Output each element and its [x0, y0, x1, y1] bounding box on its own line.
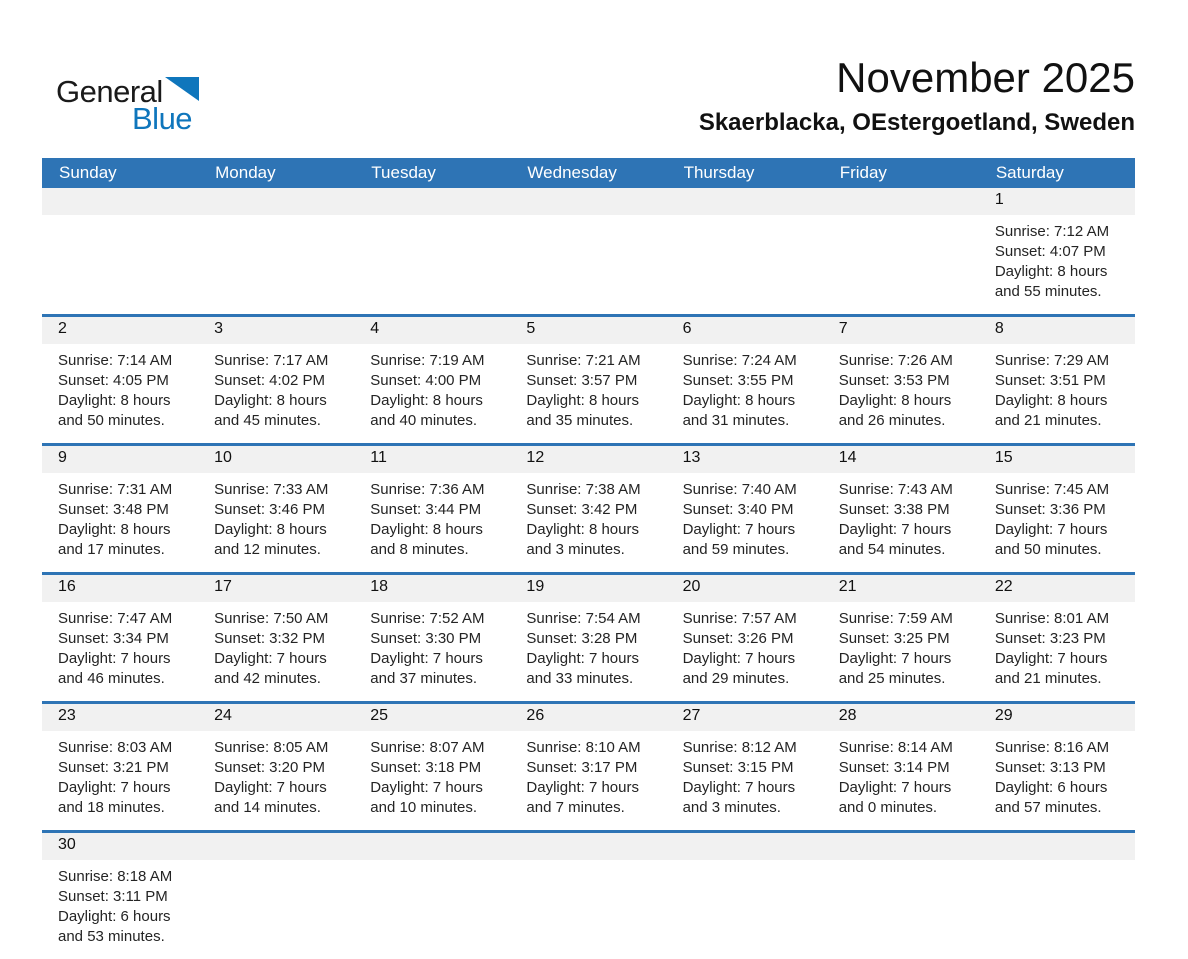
day-detail-line: and 45 minutes.	[214, 412, 321, 429]
day-detail-line: Sunrise: 7:36 AM	[370, 481, 485, 498]
day-detail-line: Sunset: 3:20 PM	[214, 759, 326, 776]
weekday-header: Friday	[839, 163, 887, 182]
day-detail-line: and 50 minutes.	[994, 541, 1102, 558]
day-details	[823, 344, 979, 443]
weekday-header: Tuesday	[371, 163, 436, 182]
header-titles	[699, 56, 1135, 137]
day-detail-line: Daylight: 8 hours	[370, 392, 483, 409]
day-detail-line: and 40 minutes.	[370, 412, 478, 429]
day-cell	[198, 317, 354, 443]
day-cell	[42, 575, 198, 701]
empty-day-cell	[354, 833, 510, 959]
day-number: 28	[823, 704, 979, 731]
day-detail-line: Daylight: 8 hours	[682, 392, 796, 409]
day-detail-line: Sunrise: 7:57 AM	[682, 610, 797, 627]
day-cell	[823, 704, 979, 830]
day-detail-line: Daylight: 7 hours	[214, 650, 327, 667]
day-detail-line: Sunset: 3:32 PM	[214, 630, 326, 647]
day-detail-line: Sunrise: 8:01 AM	[994, 610, 1110, 627]
day-number: 12	[510, 446, 666, 473]
day-detail-line: Daylight: 7 hours	[838, 650, 952, 667]
empty-day-cell	[510, 188, 666, 314]
day-number: 2	[42, 317, 198, 344]
day-number	[510, 188, 666, 215]
day-detail-line: Sunrise: 8:07 AM	[370, 739, 485, 756]
day-cell	[979, 188, 1135, 314]
day-details	[667, 215, 823, 298]
day-number: 3	[198, 317, 354, 344]
day-number: 15	[979, 446, 1135, 473]
day-details	[42, 602, 198, 701]
day-details	[667, 731, 823, 830]
day-number	[667, 188, 823, 215]
day-number	[667, 833, 823, 860]
day-detail-line: and 7 minutes.	[526, 799, 625, 816]
day-detail-line: and 3 minutes.	[682, 799, 781, 816]
day-detail-line: and 14 minutes.	[214, 799, 321, 816]
day-detail-line: Sunrise: 7:33 AM	[214, 481, 329, 498]
empty-day-cell	[354, 188, 510, 314]
day-detail-line: Sunrise: 7:17 AM	[214, 352, 329, 369]
day-detail-line: Daylight: 8 hours	[214, 521, 327, 538]
day-cell	[198, 446, 354, 572]
day-number	[823, 188, 979, 215]
day-detail-line: Sunset: 3:13 PM	[994, 759, 1106, 776]
day-details	[510, 215, 666, 298]
weekday-header: Wednesday	[527, 163, 617, 182]
day-number: 29	[979, 704, 1135, 731]
day-cell	[823, 446, 979, 572]
day-cell	[354, 446, 510, 572]
day-detail-line: Sunset: 3:38 PM	[838, 501, 950, 518]
day-detail-line: and 0 minutes.	[838, 799, 938, 816]
day-detail-line: and 29 minutes.	[682, 670, 790, 687]
day-number: 26	[510, 704, 666, 731]
day-number: 20	[667, 575, 823, 602]
day-cell	[510, 704, 666, 830]
day-detail-line: Sunset: 4:02 PM	[214, 372, 326, 389]
day-detail-line: Sunrise: 7:21 AM	[526, 352, 641, 369]
day-number: 8	[979, 317, 1135, 344]
day-number: 17	[198, 575, 354, 602]
weekday-header: Saturday	[995, 163, 1064, 182]
day-detail-line: and 21 minutes.	[994, 670, 1102, 687]
day-detail-line: Sunrise: 7:54 AM	[526, 610, 641, 627]
day-details	[823, 602, 979, 701]
day-detail-line: Sunrise: 7:43 AM	[838, 481, 953, 498]
day-number	[510, 833, 666, 860]
week-row	[42, 830, 1135, 959]
day-detail-line: and 8 minutes.	[370, 541, 469, 558]
day-detail-line: Daylight: 7 hours	[214, 779, 327, 796]
day-detail-line: Sunset: 3:11 PM	[58, 888, 168, 905]
day-detail-line: Sunset: 3:40 PM	[682, 501, 794, 518]
day-detail-line: Daylight: 7 hours	[370, 650, 483, 667]
day-cell	[667, 446, 823, 572]
day-details	[42, 215, 198, 298]
day-detail-line: Daylight: 7 hours	[370, 779, 483, 796]
day-number: 13	[667, 446, 823, 473]
day-detail-line: and 17 minutes.	[58, 541, 165, 558]
day-details	[354, 860, 510, 943]
day-details	[354, 602, 510, 701]
calendar-table	[42, 158, 1135, 959]
day-detail-line: Sunset: 3:17 PM	[526, 759, 638, 776]
general-blue-logo	[56, 74, 199, 137]
day-details	[198, 602, 354, 701]
day-detail-line: Sunrise: 7:52 AM	[370, 610, 485, 627]
day-cell	[198, 575, 354, 701]
day-details	[823, 860, 979, 943]
day-detail-line: and 37 minutes.	[370, 670, 478, 687]
day-cell	[510, 446, 666, 572]
day-detail-line: Sunrise: 7:29 AM	[994, 352, 1110, 369]
day-details	[354, 344, 510, 443]
day-detail-line: Sunset: 3:34 PM	[58, 630, 169, 647]
day-details	[979, 473, 1135, 572]
weekday-header: Thursday	[683, 163, 755, 182]
day-cell	[354, 317, 510, 443]
day-detail-line: Sunset: 3:53 PM	[838, 372, 950, 389]
empty-day-cell	[198, 833, 354, 959]
day-detail-line: and 18 minutes.	[58, 799, 165, 816]
day-detail-line: and 33 minutes.	[526, 670, 634, 687]
day-detail-line: Daylight: 6 hours	[994, 779, 1108, 796]
day-detail-line: Sunrise: 8:12 AM	[682, 739, 797, 756]
day-detail-line: Daylight: 8 hours	[526, 392, 639, 409]
day-detail-line: Sunrise: 7:19 AM	[370, 352, 485, 369]
day-number: 25	[354, 704, 510, 731]
day-details	[198, 344, 354, 443]
day-detail-line: Sunset: 3:26 PM	[682, 630, 794, 647]
day-detail-line: Daylight: 8 hours	[370, 521, 483, 538]
day-detail-line: Daylight: 8 hours	[994, 263, 1108, 280]
day-details	[823, 473, 979, 572]
day-detail-line: and 55 minutes.	[994, 283, 1102, 300]
week-row	[42, 572, 1135, 701]
weekday-header: Monday	[215, 163, 276, 182]
day-detail-line: Daylight: 8 hours	[994, 392, 1108, 409]
day-details	[510, 473, 666, 572]
day-detail-line: Sunset: 3:15 PM	[682, 759, 794, 776]
day-number: 22	[979, 575, 1135, 602]
day-detail-line: Daylight: 7 hours	[526, 779, 639, 796]
day-detail-line: and 31 minutes.	[682, 412, 790, 429]
day-details	[667, 860, 823, 943]
day-number	[823, 833, 979, 860]
day-cell	[198, 704, 354, 830]
day-detail-line: Daylight: 7 hours	[526, 650, 639, 667]
day-details	[667, 602, 823, 701]
day-detail-line: Sunrise: 8:03 AM	[58, 739, 173, 756]
day-number: 5	[510, 317, 666, 344]
day-detail-line: and 50 minutes.	[58, 412, 165, 429]
day-detail-line: Sunrise: 7:12 AM	[994, 223, 1110, 240]
day-details	[354, 473, 510, 572]
day-cell	[823, 317, 979, 443]
day-details	[510, 731, 666, 830]
day-detail-line: Daylight: 8 hours	[214, 392, 327, 409]
day-details	[979, 344, 1135, 443]
weekday-header-row	[42, 158, 1135, 188]
day-detail-line: Sunset: 3:18 PM	[370, 759, 482, 776]
day-detail-line: Daylight: 7 hours	[994, 521, 1108, 538]
day-details	[979, 602, 1135, 701]
day-details	[354, 215, 510, 298]
day-detail-line: Sunrise: 7:31 AM	[58, 481, 173, 498]
day-number: 9	[42, 446, 198, 473]
empty-day-cell	[667, 188, 823, 314]
day-number: 14	[823, 446, 979, 473]
day-detail-line: Sunrise: 7:50 AM	[214, 610, 329, 627]
day-details	[823, 215, 979, 298]
day-details	[198, 473, 354, 572]
day-detail-line: Sunrise: 7:40 AM	[682, 481, 797, 498]
day-detail-line: Daylight: 7 hours	[838, 779, 952, 796]
day-details	[510, 860, 666, 943]
day-detail-line: and 57 minutes.	[994, 799, 1102, 816]
empty-day-cell	[198, 188, 354, 314]
day-number	[198, 188, 354, 215]
day-detail-line: Sunset: 3:55 PM	[682, 372, 794, 389]
day-detail-line: Sunset: 4:05 PM	[58, 372, 169, 389]
day-number: 1	[979, 188, 1135, 215]
day-number: 4	[354, 317, 510, 344]
day-detail-line: and 21 minutes.	[994, 412, 1102, 429]
day-number	[979, 833, 1135, 860]
day-detail-line: Daylight: 7 hours	[682, 521, 796, 538]
day-detail-line: Sunset: 3:28 PM	[526, 630, 638, 647]
day-details	[42, 344, 198, 443]
day-detail-line: and 53 minutes.	[58, 928, 165, 945]
empty-day-cell	[667, 833, 823, 959]
empty-day-cell	[979, 833, 1135, 959]
day-number: 27	[667, 704, 823, 731]
day-details	[979, 731, 1135, 830]
day-cell	[979, 575, 1135, 701]
logo-text-general: General	[56, 74, 163, 109]
day-cell	[979, 704, 1135, 830]
day-number: 7	[823, 317, 979, 344]
day-detail-line: and 59 minutes.	[682, 541, 790, 558]
day-detail-line: and 25 minutes.	[838, 670, 946, 687]
day-detail-line: Sunset: 3:42 PM	[526, 501, 638, 518]
day-detail-line: and 26 minutes.	[838, 412, 946, 429]
week-row	[42, 314, 1135, 443]
day-detail-line: and 35 minutes.	[526, 412, 634, 429]
day-detail-line: Sunrise: 7:38 AM	[526, 481, 641, 498]
week-row	[42, 701, 1135, 830]
day-number: 11	[354, 446, 510, 473]
day-details	[979, 215, 1135, 314]
week-row	[42, 188, 1135, 314]
day-detail-line: Daylight: 7 hours	[994, 650, 1108, 667]
day-detail-line: Daylight: 8 hours	[838, 392, 952, 409]
day-detail-line: Sunrise: 8:05 AM	[214, 739, 329, 756]
day-number: 19	[510, 575, 666, 602]
logo-triangle-icon	[165, 77, 199, 101]
day-detail-line: Sunrise: 7:47 AM	[58, 610, 173, 627]
week-row	[42, 443, 1135, 572]
day-detail-line: Daylight: 7 hours	[838, 521, 952, 538]
day-number: 16	[42, 575, 198, 602]
day-cell	[354, 575, 510, 701]
day-detail-line: and 12 minutes.	[214, 541, 321, 558]
day-detail-line: Sunset: 3:30 PM	[370, 630, 482, 647]
day-detail-line: Daylight: 8 hours	[58, 392, 171, 409]
day-detail-line: Sunset: 4:00 PM	[370, 372, 482, 389]
day-cell	[667, 704, 823, 830]
day-detail-line: Sunset: 3:57 PM	[526, 372, 638, 389]
day-number: 10	[198, 446, 354, 473]
day-detail-line: Daylight: 7 hours	[58, 779, 171, 796]
day-cell	[510, 317, 666, 443]
day-detail-line: Sunrise: 8:14 AM	[838, 739, 953, 756]
day-details	[42, 731, 198, 830]
day-number: 6	[667, 317, 823, 344]
day-detail-line: Daylight: 8 hours	[58, 521, 171, 538]
day-detail-line: Sunrise: 8:16 AM	[994, 739, 1110, 756]
day-details	[354, 731, 510, 830]
day-detail-line: Sunset: 3:25 PM	[838, 630, 950, 647]
day-number	[42, 188, 198, 215]
day-details	[42, 860, 198, 959]
empty-day-cell	[510, 833, 666, 959]
day-detail-line: Sunset: 3:48 PM	[58, 501, 169, 518]
day-detail-line: Sunrise: 8:10 AM	[526, 739, 641, 756]
day-detail-line: Sunset: 3:21 PM	[58, 759, 169, 776]
day-details	[42, 473, 198, 572]
day-number	[354, 833, 510, 860]
day-detail-line: Sunset: 3:36 PM	[994, 501, 1106, 518]
day-detail-line: and 10 minutes.	[370, 799, 478, 816]
day-details	[667, 473, 823, 572]
empty-day-cell	[42, 188, 198, 314]
day-number: 23	[42, 704, 198, 731]
day-detail-line: Daylight: 8 hours	[526, 521, 639, 538]
day-cell	[42, 704, 198, 830]
day-cell	[979, 446, 1135, 572]
day-cell	[667, 575, 823, 701]
day-number: 30	[42, 833, 198, 860]
day-detail-line: Sunset: 3:46 PM	[214, 501, 326, 518]
page-subtitle: Skaerblacka, OEstergoetland, Sweden	[698, 109, 1135, 137]
day-detail-line: Sunset: 3:14 PM	[838, 759, 950, 776]
day-cell	[667, 317, 823, 443]
logo-text-blue: Blue	[132, 101, 193, 136]
empty-day-cell	[823, 833, 979, 959]
empty-day-cell	[823, 188, 979, 314]
day-details	[198, 731, 354, 830]
day-detail-line: Sunset: 3:44 PM	[370, 501, 482, 518]
day-detail-line: Daylight: 7 hours	[682, 779, 796, 796]
day-detail-line: and 54 minutes.	[838, 541, 946, 558]
day-detail-line: and 46 minutes.	[58, 670, 165, 687]
day-details	[979, 860, 1135, 943]
day-detail-line: Sunrise: 7:45 AM	[994, 481, 1110, 498]
day-detail-line: Sunrise: 7:24 AM	[682, 352, 797, 369]
day-detail-line: Daylight: 7 hours	[58, 650, 171, 667]
day-detail-line: and 42 minutes.	[214, 670, 321, 687]
day-cell	[42, 446, 198, 572]
calendar-weeks	[42, 188, 1135, 959]
day-detail-line: and 3 minutes.	[526, 541, 625, 558]
day-detail-line: Daylight: 6 hours	[58, 908, 171, 925]
day-detail-line: Sunrise: 7:59 AM	[838, 610, 953, 627]
day-detail-line: Sunset: 3:51 PM	[994, 372, 1106, 389]
weekday-header: Sunday	[59, 163, 117, 182]
day-detail-line: Sunrise: 7:26 AM	[838, 352, 953, 369]
day-detail-line: Sunrise: 8:18 AM	[58, 868, 173, 885]
day-number: 24	[198, 704, 354, 731]
day-cell	[979, 317, 1135, 443]
day-detail-line: Sunset: 4:07 PM	[994, 243, 1106, 260]
day-number: 18	[354, 575, 510, 602]
day-cell	[510, 575, 666, 701]
day-details	[510, 344, 666, 443]
day-details	[823, 731, 979, 830]
day-details	[198, 215, 354, 298]
day-details	[510, 602, 666, 701]
page-title: November 2025	[836, 54, 1135, 101]
day-number: 21	[823, 575, 979, 602]
day-cell	[823, 575, 979, 701]
day-number	[354, 188, 510, 215]
day-detail-line: Sunset: 3:23 PM	[994, 630, 1106, 647]
day-details	[198, 860, 354, 943]
day-detail-line: Sunrise: 7:14 AM	[58, 352, 173, 369]
day-cell	[42, 833, 198, 959]
day-number	[198, 833, 354, 860]
day-cell	[354, 704, 510, 830]
day-cell	[42, 317, 198, 443]
day-detail-line: Daylight: 7 hours	[682, 650, 796, 667]
day-details	[667, 344, 823, 443]
